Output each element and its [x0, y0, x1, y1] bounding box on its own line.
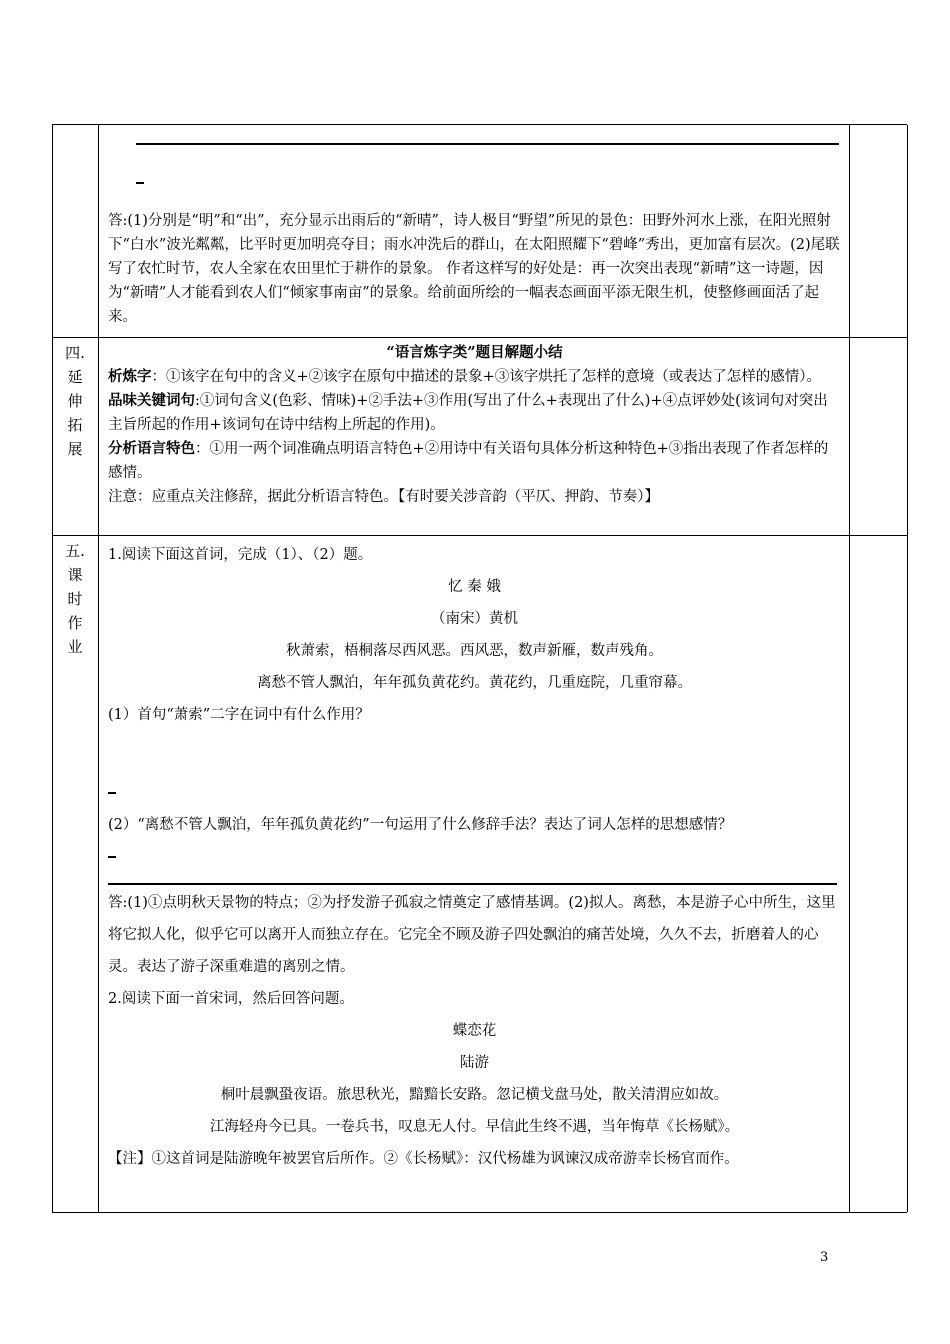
- section3-cell: [100, 143, 847, 329]
- poem2-title: 蝶恋花: [452, 1023, 497, 1039]
- answer-line-2: [108, 883, 837, 885]
- p3-body: ：①用一两个词准确点明语言特色+②用诗中有关语句具体分析这种特色+③指出表现了作者怎样的感情。: [108, 441, 829, 481]
- p2-body: :①词句含义(色彩、情味)+②手法+③作用(写出了什么+表现出了什么)+④点评妙处(该词句对突出主旨所起的作用+该词句在诗中结构上所起的作用)。: [108, 393, 828, 433]
- worksheet-table: [52, 124, 907, 1213]
- answer-blank-1: [108, 792, 116, 794]
- q2-intro: 2.阅读下面一首宋词，然后回答问题。: [108, 991, 354, 1007]
- section5-cell: [100, 539, 847, 1175]
- poem2-author: 陆游: [460, 1055, 489, 1071]
- section4-cell: [100, 341, 847, 509]
- row-divider-2: [52, 535, 907, 536]
- answer-blank: [136, 182, 144, 184]
- section4-label: 四. 延 伸 拓 展: [65, 344, 85, 458]
- poem1-line1: 秋萧索，梧桐落尽西风恶。西风恶，数声新雁，数声残角。: [286, 643, 663, 659]
- poem2-note: 【注】①这首词是陆游晚年被罢官后所作。②《长杨赋》：汉代杨雄为讽谏汉成帝游幸长杨官而作。: [108, 1151, 739, 1167]
- question-1-1: (1）首句“萧索”二字在词中有什么作用？: [108, 707, 370, 723]
- poem2-line1: 桐叶晨飘蛩夜语。旅思秋光，黯黯长安路。忽记横戈盘马处，散关清渭应如故。: [220, 1087, 729, 1103]
- section3-answer: 答:(1)分别是“明”和“出”，充分显示出雨后的“新晴”，诗人极目“野望”所见的景色：田野外河水上涨，在阳光照射下“白水”波光粼粼，比平时更加明亮夺目；雨水冲洗后的群山，在太阳照耀下“碧峰”秀出，更加富有层次。(2)尾联写了农忙时节，农人全家在农田里忙于耕作的景象。 作者这样写的好处是：再一次突出表现“新晴”这一诗题，因为“新晴”人才能看到农人们“倾家事南亩”的景象。给前面所绘的一幅表态画面平添无限生机，使整修画面活了起来。: [108, 213, 840, 325]
- q1-intro: 1.阅读下面这首词，完成（1）、（2）题。: [108, 547, 373, 563]
- poem1-author: （南宋）黄机: [431, 611, 518, 627]
- table-divider-1: [98, 125, 99, 1212]
- table-border-right: [907, 125, 908, 1212]
- section4-title: “语言炼字类”题目解题小结: [386, 344, 563, 361]
- p2-head: 品味关键词句: [108, 392, 195, 409]
- poem1-title: 忆 秦 娥: [448, 579, 501, 595]
- question-1-2: (2）“离愁不管人飘泊，年年孤负黄花约”一句运用了什么修辞手法？表达了词人怎样的思想感情？: [108, 817, 733, 833]
- p1-body: ：①该字在句中的含义+②该字在原句中描述的景象+③该字烘托了怎样的意境（或表达了怎样的感情）。: [151, 369, 822, 385]
- answer-1: 答:(1)①点明秋天景物的特点；②为抒发游子孤寂之情奠定了感情基调。(2)拟人。离愁，本是游子心中所生，这里将它拟人化，似乎它可以离开人而独立存在。它完全不顾及游子四处飘泊的痛苦处境，久久不去，折磨着人的心灵。表达了游子深重难遣的离别之情。: [108, 895, 836, 975]
- row-divider-1: [52, 337, 907, 338]
- p1-head: 析炼字: [108, 368, 152, 385]
- page-number: 3: [820, 1250, 829, 1265]
- p4-note: 注意：应重点关注修辞，据此分析语言特色。【有时要关涉音韵（平仄、押韵、节奏）】: [108, 489, 659, 505]
- section5-label: 五. 课 时 作 业: [65, 542, 85, 656]
- poem2-line2: 江海轻舟今已具。一卷兵书，叹息无人付。早信此生终不遇，当年悔草《长杨赋》。: [209, 1119, 740, 1135]
- table-border-left: [52, 125, 53, 1212]
- table-divider-2: [849, 125, 850, 1212]
- answer-blank-2: [108, 856, 116, 858]
- p3-head: 分析语言特色: [108, 440, 195, 457]
- poem1-line2: 离愁不管人飘泊，年年孤负黄花约。黄花约，几重庭院，几重帘幕。: [257, 675, 692, 691]
